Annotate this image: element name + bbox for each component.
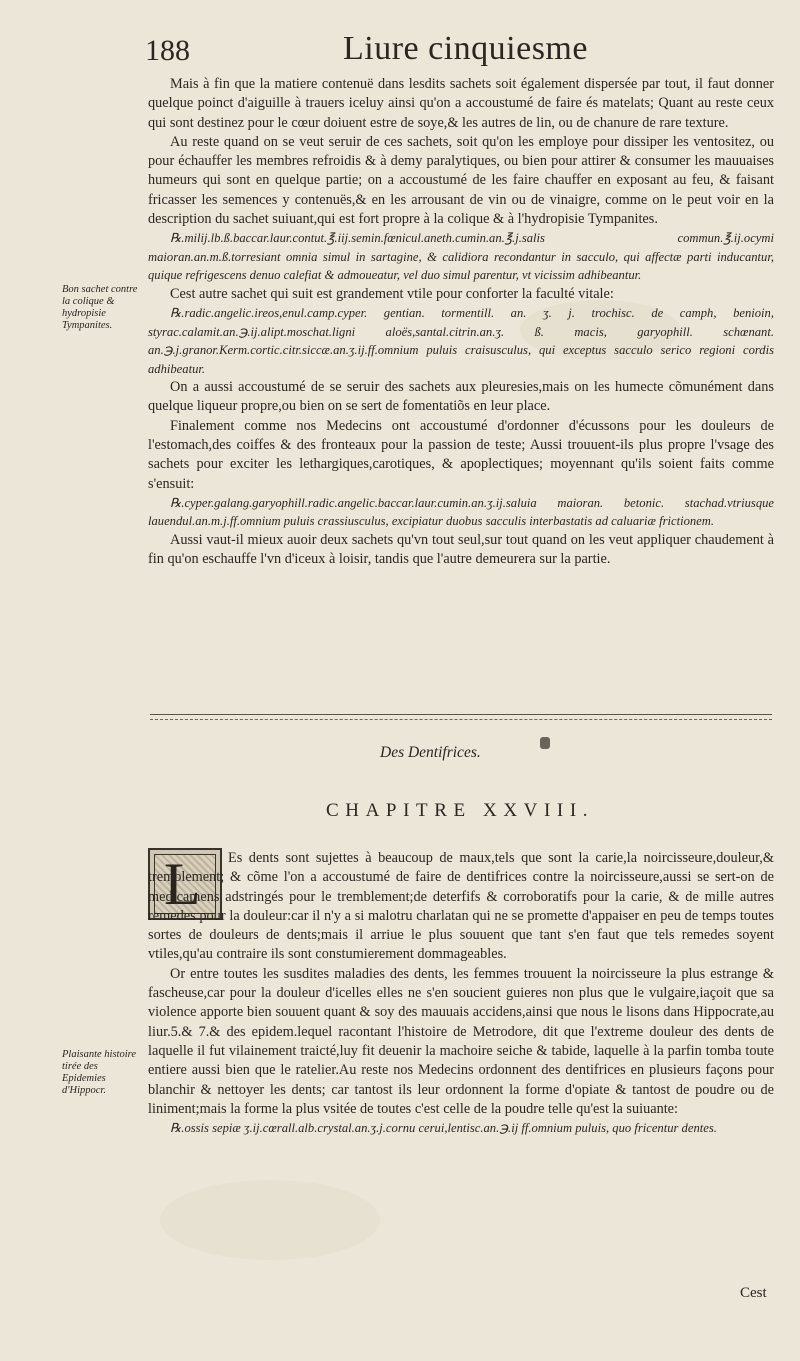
recipe: ℞.milij.lb.ß.baccar.laur.contut.℥.iij.semin.fœnicul.aneth.cumin.an.℥.j.salis commun.℥.ij.ocymi maioran.an.m.ß.torresiant omnia simul in sartagine, & calidiora recondantur in sacculo, qui affectæ parti inducantur, quique refrigescens denuo calefiat & admoueatur, vel duo simul parentur, vt vicissim adhibeantur. — [148, 231, 774, 283]
page-header — [145, 30, 765, 74]
paragraph: Au reste quand on se veut seruir de ces sachets, soit qu'on les employe pour dissiper les ventositez, ou pour échauffer les membres refroidis & à demy paralytiques, ou bien pour attirer & consumer les mauuaises humeurs qui sont en quelque partie; on a accoustumé de les faire chauffer en exposant au feu, & faisant fricasser les semences y contenuës,& en les arrousant de vin ou de vinaigre, comme on le peut voir en la description du sachet suiuant,qui est fort propre à la colique & à l'hydropisie Tympanites. — [148, 133, 774, 228]
ink-blot-ornament — [540, 737, 550, 749]
paragraph: Finalement comme nos Medecins ont accoustumé d'ordonner d'écussons pour les douleurs de l'estomach,des coiffes & des fronteaux pour la passion de teste; Aussi trouuent-ils plus propre l'vsage des sachets pour exciter les lethargiques,carotiques, & apoplectiques; moyennant qu'ils soient faits comme s'ensuit: — [148, 417, 774, 492]
paragraph: Or entre toutes les susdites maladies des dents, les femmes trouuent la noircisseure la plus estrange & fascheuse,car pour la douleur d'icelles elles ne s'en soucient guieres non plus que le vulgaire,iaçoit que sa violence apporte bien souuent quant & soy des mauuais accidens,ainsi que nous le lisons dans Hippocrate,au liur.5.& 7.& des epidem.lequel racontant l'histoire de Metrodore, dit que l'extreme douleur des dents de laquelle il fut vilainement traicté,luy fit deuenir la machoire seiche & tabide, laquelle à la parfin tomba toute entiere aussi bien que le ratelier.Au reste nos Medecins ordonnent des dentifrices en plusieurs façons pour blanchir & nettoyer les dents; car tantost ils leur ordonnent la forme d'opiate & tantost de poudre ou de liniment;mais la forme la plus vsitée de toutes c'est celle de la poudre telle qu'est la suiuante: — [148, 965, 774, 1117]
margin-note: Plaisante histoire tirée des Epidemies d'Hippocr. — [62, 1049, 136, 1096]
paragraph: On a aussi accoustumé de se seruir des sachets aux pleuresies,mais on les humecte cõmunément dans quelque liqueur propre,ou bien on se sert de fomentatiõs en leur place. — [148, 379, 774, 415]
initial-letter: L — [164, 851, 201, 917]
margin-note: Bon sachet contre la colique & hydropisie Tympanites. — [62, 284, 138, 331]
paper-stain — [160, 1180, 380, 1260]
paragraph: Aussi vaut-il mieux auoir deux sachets qu'vn tout seul,sur tout quand on les veut appliquer chaudement à fin qu'on eschauffe l'vn d'iceux à loisir, tandis que l'autre demeurera sur la partie. — [148, 531, 774, 568]
dentifrices-text — [148, 849, 774, 1138]
catchword: Cest — [740, 1285, 767, 1301]
recipe: ℞.ossis sepiæ ʒ.ij.cœrall.alb.crystal.an.ʒ.j.cornu cerui,lentisc.an.℈.ij ff.omnium puluis, quo fricentur dentes. — [170, 1121, 717, 1136]
section-rule — [150, 714, 772, 715]
section-rule — [150, 719, 772, 720]
paragraph: Cest autre sachet qui suit est grandement vtile pour conforter la faculté vitale: — [170, 285, 614, 302]
running-title: Liure cinquiesme — [343, 30, 588, 67]
page-number: 188 — [145, 34, 190, 67]
recipe: ℞.radic.angelic.ireos,enul.camp.cyper. gentian. tormentill. an. ʒ. j. trochisc. de camph, benioin, styrac.calamit.an.℈.ij.alipt.moschat.ligni aloës,santal.citrin.an.ʒ. ß. macis, garyophill. schœnant. an.℈.j.granor.Kerm.cortic.citr.siccæ.an.ʒ.ij.ff.omnium puluis craisusculus, qui exceptus sacculo serico regioni cordis adhibeatur. — [148, 306, 774, 376]
chapter-heading: CHAPITRE XXVIII. — [326, 800, 595, 821]
sachets-text — [148, 75, 774, 570]
paragraph: Es dents sont sujettes à beaucoup de maux,tels que sont la carie,la noircisseure,douleur,& tremblement; & cõme l'on a accoustumé de faire de dentifrices contre la noircisseure,aussi se sert-on de medicamens adstringés pour le tremblement;de deterfifs & corroboratifs pour la carie, & de mille autres remedes pour la douleur:car il n'y a si malotru charlatan qui ne se promette d'appaiser en peu de temps toutes sortes de douleurs de dents;mais il arriue le plus souuent que tant s'en faut que tels remedes soyent vtiles,qu'au contraire ils sont constumierement dommageables. — [148, 850, 774, 963]
recipe: ℞.cyper.galang.garyophill.radic.angelic.baccar.laur.cumin.an.ʒ.ij.saluia maioran. betonic. stachad.vtriusque lauendul.an.m.j.ff.omnium puluis crassiusculus, excipiatur duobus sacculis interbastatis ad caluariæ frictionem. — [148, 495, 774, 529]
paragraph: Mais à fin que la matiere contenuë dans lesdits sachets soit également dispersée par tout, il faut donner quelque poinct d'aiguille à trauers iceluy ainsi qu'on a accoustumé de faire és matelats; Quant au reste ceux qui sont destinez pour le cœur doiuent estre de soye,& les autres de lin, ou de chanure de rare texture. — [148, 76, 774, 131]
section-title: Des Dentifrices. — [380, 744, 481, 761]
